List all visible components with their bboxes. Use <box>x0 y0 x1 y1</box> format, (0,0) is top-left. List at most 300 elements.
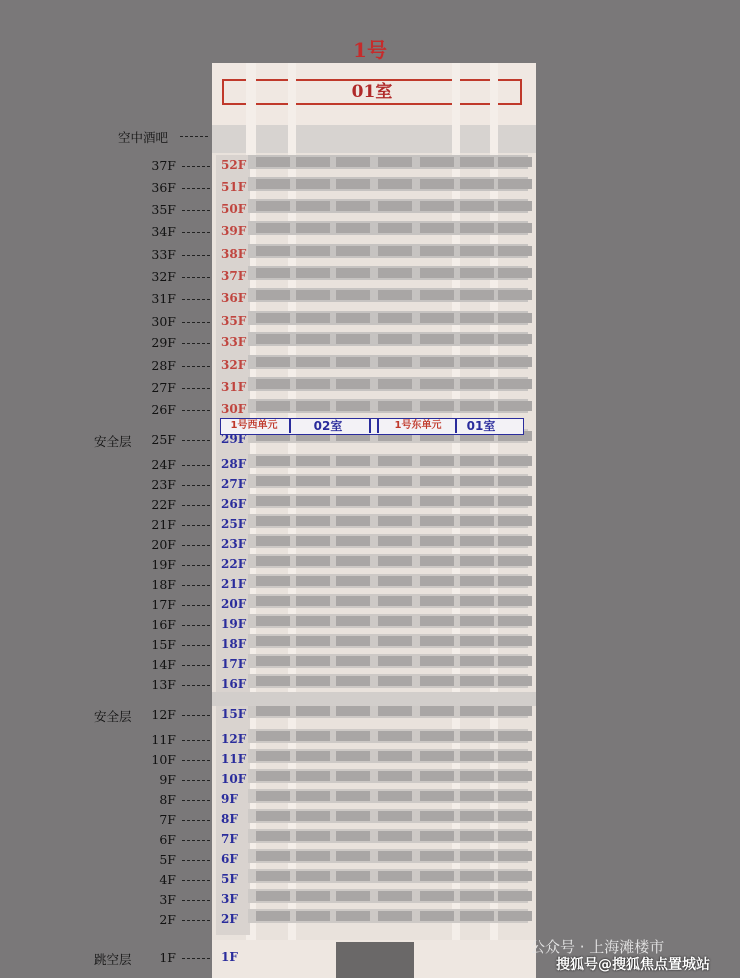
floor-leader-line <box>182 800 210 801</box>
window-pane <box>420 751 454 761</box>
window-pane <box>336 791 370 801</box>
floor-label: 16F <box>151 617 176 632</box>
floor-leader-line <box>182 366 210 367</box>
window-pane <box>256 313 290 323</box>
floor-label: 6F <box>159 832 176 847</box>
window-pane <box>460 496 494 506</box>
unit-bar-divider <box>289 419 291 433</box>
floor-leader-line <box>182 343 210 344</box>
window-pane <box>378 871 412 881</box>
window-pane <box>256 911 290 921</box>
window-pane <box>296 656 330 666</box>
window-pane <box>460 357 494 367</box>
floor-leader-line <box>182 188 210 189</box>
window-pane <box>296 891 330 901</box>
window-pane <box>498 656 532 666</box>
window-pane <box>460 871 494 881</box>
window-pane <box>378 246 412 256</box>
window-pane <box>336 596 370 606</box>
window-pane <box>256 751 290 761</box>
window-pane <box>256 851 290 861</box>
window-pane <box>420 636 454 646</box>
unit-floor-number: 19F <box>221 617 247 631</box>
window-pane <box>296 246 330 256</box>
window-pane <box>420 157 454 167</box>
window-pane <box>256 871 290 881</box>
window-pane <box>256 771 290 781</box>
floor-leader-line <box>182 388 210 389</box>
floor-label: 14F <box>151 657 176 672</box>
window-pane <box>420 706 454 716</box>
entrance-door <box>336 942 414 978</box>
window-pane <box>420 576 454 586</box>
window-pane <box>296 357 330 367</box>
window-pane <box>336 706 370 716</box>
floor-leader-line <box>182 840 210 841</box>
window-pane <box>256 456 290 466</box>
unit-bar-divider <box>369 419 371 433</box>
window-pane <box>498 268 532 278</box>
window-pane <box>296 871 330 881</box>
floor-leader-line <box>182 485 210 486</box>
window-pane <box>498 871 532 881</box>
window-pane <box>498 831 532 841</box>
sky-bar-level <box>212 125 536 153</box>
unit-floor-number: 10F <box>221 772 247 786</box>
window-pane <box>256 334 290 344</box>
floor-label: 13F <box>151 677 176 692</box>
floor-leader-line <box>182 625 210 626</box>
window-pane <box>378 891 412 901</box>
window-pane <box>420 179 454 189</box>
window-pane <box>460 636 494 646</box>
window-pane <box>498 616 532 626</box>
window-pane <box>420 536 454 546</box>
floor-leader-line <box>182 645 210 646</box>
window-pane <box>460 706 494 716</box>
floor-label: 9F <box>159 772 176 787</box>
window-pane <box>336 313 370 323</box>
floor-label: 31F <box>151 291 176 306</box>
window-pane <box>498 313 532 323</box>
window-pane <box>460 476 494 486</box>
window-pane <box>378 268 412 278</box>
window-pane <box>460 268 494 278</box>
floor-label: 10F <box>151 752 176 767</box>
window-pane <box>336 891 370 901</box>
east-unit-label: 1号东单元 <box>394 420 442 431</box>
window-pane <box>420 357 454 367</box>
window-pane <box>296 596 330 606</box>
window-pane <box>420 401 454 411</box>
unit-floor-number: 22F <box>221 557 247 571</box>
window-pane <box>256 357 290 367</box>
window-pane <box>296 576 330 586</box>
window-pane <box>378 706 412 716</box>
window-pane <box>378 831 412 841</box>
window-pane <box>336 223 370 233</box>
window-pane <box>420 496 454 506</box>
floor-label: 19F <box>151 557 176 572</box>
refuge-floor-label: 安全层 <box>94 709 132 724</box>
floor-leader-line <box>182 166 210 167</box>
window-pane <box>378 476 412 486</box>
window-pane <box>498 751 532 761</box>
window-pane <box>296 201 330 211</box>
window-pane <box>460 556 494 566</box>
window-pane <box>420 851 454 861</box>
window-pane <box>378 676 412 686</box>
window-pane <box>296 706 330 716</box>
sky-bar-label: 空中酒吧 <box>118 130 169 145</box>
window-pane <box>336 496 370 506</box>
unit-floor-number: 5F <box>221 872 238 886</box>
window-pane <box>296 516 330 526</box>
unit-floor-number: 2F <box>221 912 238 926</box>
unit-floor-number: 32F <box>221 358 247 372</box>
floor-label: 3F <box>159 892 176 907</box>
window-pane <box>420 476 454 486</box>
floor-leader-line <box>182 685 210 686</box>
floor-leader-line <box>182 585 210 586</box>
floor-leader-line <box>182 505 210 506</box>
floor-label: 17F <box>151 597 176 612</box>
window-pane <box>378 811 412 821</box>
window-pane <box>296 536 330 546</box>
window-pane <box>460 334 494 344</box>
window-pane <box>336 516 370 526</box>
window-pane <box>336 831 370 841</box>
window-pane <box>498 911 532 921</box>
unit-floor-number: 50F <box>221 202 247 216</box>
floor-leader-line <box>182 299 210 300</box>
unit-floor-number: 33F <box>221 335 247 349</box>
window-pane <box>296 290 330 300</box>
window-pane <box>256 290 290 300</box>
window-pane <box>460 811 494 821</box>
unit-floor-number: 31F <box>221 380 247 394</box>
window-pane <box>498 536 532 546</box>
window-pane <box>378 851 412 861</box>
window-pane <box>460 379 494 389</box>
floor-label: 8F <box>159 792 176 807</box>
window-pane <box>420 313 454 323</box>
window-pane <box>498 401 532 411</box>
window-pane <box>378 223 412 233</box>
unit-bar-divider <box>377 419 379 433</box>
window-pane <box>378 656 412 666</box>
window-pane <box>336 179 370 189</box>
window-pane <box>336 379 370 389</box>
window-pane <box>296 157 330 167</box>
window-pane <box>420 656 454 666</box>
window-pane <box>460 891 494 901</box>
floor-leader-line <box>182 440 210 441</box>
window-pane <box>256 496 290 506</box>
window-pane <box>460 911 494 921</box>
window-pane <box>420 871 454 881</box>
window-pane <box>378 536 412 546</box>
floor-label: 20F <box>151 537 176 552</box>
window-pane <box>256 379 290 389</box>
floor-label: 37F <box>151 158 176 173</box>
unit-floor-number: 23F <box>221 537 247 551</box>
floor-label: 18F <box>151 577 176 592</box>
window-pane <box>256 676 290 686</box>
window-pane <box>256 576 290 586</box>
crown-room-box: 01室 <box>222 79 522 105</box>
window-pane <box>498 791 532 801</box>
window-pane <box>498 357 532 367</box>
window-pane <box>336 157 370 167</box>
window-pane <box>336 268 370 278</box>
window-pane <box>378 357 412 367</box>
window-pane <box>336 476 370 486</box>
floor-leader-line <box>182 860 210 861</box>
window-pane <box>336 751 370 761</box>
window-pane <box>256 616 290 626</box>
window-pane <box>498 157 532 167</box>
window-pane <box>460 676 494 686</box>
window-pane <box>460 456 494 466</box>
window-pane <box>498 334 532 344</box>
floor-leader-line <box>182 760 210 761</box>
window-pane <box>498 476 532 486</box>
floor-leader-line <box>182 525 210 526</box>
window-pane <box>498 731 532 741</box>
unit-floor-number: 29F <box>221 432 247 446</box>
window-pane <box>498 596 532 606</box>
window-pane <box>498 891 532 901</box>
floor-label: 30F <box>151 314 176 329</box>
floor-label: 24F <box>151 457 176 472</box>
window-pane <box>378 201 412 211</box>
window-pane <box>296 334 330 344</box>
unit-floor-number: 52F <box>221 158 247 172</box>
window-pane <box>256 536 290 546</box>
floor-leader-line <box>182 740 210 741</box>
window-pane <box>378 179 412 189</box>
window-pane <box>420 201 454 211</box>
window-pane <box>460 157 494 167</box>
window-pane <box>460 313 494 323</box>
window-pane <box>420 911 454 921</box>
window-pane <box>460 223 494 233</box>
window-pane <box>460 596 494 606</box>
floor-label: 1F <box>159 950 176 965</box>
window-pane <box>336 456 370 466</box>
unit-floor-number: 25F <box>221 517 247 531</box>
window-pane <box>296 811 330 821</box>
window-pane <box>256 223 290 233</box>
window-pane <box>296 831 330 841</box>
window-pane <box>420 456 454 466</box>
window-pane <box>420 516 454 526</box>
window-pane <box>498 246 532 256</box>
unit-floor-number: 38F <box>221 247 247 261</box>
floor-label: 36F <box>151 180 176 195</box>
floor-leader-line <box>182 958 210 959</box>
window-pane <box>460 290 494 300</box>
window-pane <box>498 223 532 233</box>
window-pane <box>256 831 290 841</box>
window-pane <box>256 706 290 716</box>
window-pane <box>378 751 412 761</box>
window-pane <box>256 811 290 821</box>
window-pane <box>256 596 290 606</box>
window-pane <box>336 556 370 566</box>
window-pane <box>378 157 412 167</box>
window-pane <box>256 246 290 256</box>
floor-leader-line <box>182 920 210 921</box>
window-pane <box>296 911 330 921</box>
floor-label: 5F <box>159 852 176 867</box>
stilt-floor-label: 跳空层 <box>94 952 132 967</box>
window-pane <box>256 891 290 901</box>
window-pane <box>336 576 370 586</box>
window-pane <box>336 401 370 411</box>
refuge-floor-label: 安全层 <box>94 434 132 449</box>
window-pane <box>336 616 370 626</box>
window-pane <box>296 851 330 861</box>
floor-leader-line <box>182 277 210 278</box>
window-pane <box>460 516 494 526</box>
unit-floor-number: 21F <box>221 577 247 591</box>
window-pane <box>378 791 412 801</box>
floor-leader-line <box>182 410 210 411</box>
floor-leader-line <box>182 605 210 606</box>
window-pane <box>256 476 290 486</box>
window-pane <box>378 379 412 389</box>
refuge-floor-band <box>212 692 536 706</box>
window-pane <box>498 179 532 189</box>
unit-floor-number: 18F <box>221 637 247 651</box>
window-pane <box>296 731 330 741</box>
window-pane <box>256 791 290 801</box>
window-pane <box>336 290 370 300</box>
unit-floor-number: 12F <box>221 732 247 746</box>
window-pane <box>378 636 412 646</box>
window-pane <box>378 596 412 606</box>
window-pane <box>296 751 330 761</box>
window-pane <box>256 556 290 566</box>
watermark-wechat: 公众号 · 上海滩楼市 <box>530 938 665 956</box>
window-pane <box>336 851 370 861</box>
floor-label: 25F <box>151 432 176 447</box>
floor-leader-line <box>182 210 210 211</box>
floor-label: 11F <box>151 732 176 747</box>
west-room-label: 02室 <box>313 419 343 433</box>
window-pane <box>420 246 454 256</box>
floor-leader-line <box>182 715 210 716</box>
unit-floor-number: 8F <box>221 812 238 826</box>
window-pane <box>378 401 412 411</box>
window-pane <box>460 246 494 256</box>
unit-floor-number: 30F <box>221 402 247 416</box>
window-pane <box>378 290 412 300</box>
window-pane <box>460 616 494 626</box>
window-pane <box>336 871 370 881</box>
floor-leader-line <box>182 545 210 546</box>
window-pane <box>296 496 330 506</box>
unit-floor-number: 39F <box>221 224 247 238</box>
building-title: 1号 <box>353 38 387 62</box>
floor-label: 7F <box>159 812 176 827</box>
unit-floor-number: 51F <box>221 180 247 194</box>
window-pane <box>498 379 532 389</box>
window-pane <box>498 636 532 646</box>
window-pane <box>336 811 370 821</box>
unit-floor-number: 20F <box>221 597 247 611</box>
west-unit-label: 1号西单元 <box>230 420 278 431</box>
floor-label: 2F <box>159 912 176 927</box>
window-pane <box>378 731 412 741</box>
floor-leader-line <box>182 820 210 821</box>
floor-label: 21F <box>151 517 176 532</box>
floor-leader-line <box>182 880 210 881</box>
window-pane <box>498 811 532 821</box>
window-pane <box>378 576 412 586</box>
floor-leader-line <box>182 232 210 233</box>
window-pane <box>420 616 454 626</box>
window-pane <box>256 201 290 211</box>
floor-label: 15F <box>151 637 176 652</box>
watermark-sohu: 搜狐号@搜狐焦点置城站 <box>556 957 710 973</box>
east-room-label: 01室 <box>466 419 496 433</box>
floor-leader-line <box>182 565 210 566</box>
window-pane <box>296 268 330 278</box>
window-pane <box>420 334 454 344</box>
floor-label: 33F <box>151 247 176 262</box>
floor-label: 35F <box>151 202 176 217</box>
window-pane <box>498 676 532 686</box>
floor-label: 22F <box>151 497 176 512</box>
window-pane <box>256 179 290 189</box>
unit-floor-number: 27F <box>221 477 247 491</box>
unit-floor-number: 1F <box>221 950 238 964</box>
floor-label: 32F <box>151 269 176 284</box>
window-pane <box>256 401 290 411</box>
window-pane <box>256 636 290 646</box>
window-pane <box>420 891 454 901</box>
window-pane <box>420 290 454 300</box>
unit-floor-number: 37F <box>221 269 247 283</box>
window-pane <box>378 334 412 344</box>
window-pane <box>296 771 330 781</box>
window-pane <box>460 751 494 761</box>
unit-floor-number: 3F <box>221 892 238 906</box>
floor-label: 12F <box>151 707 176 722</box>
window-pane <box>460 576 494 586</box>
window-pane <box>420 596 454 606</box>
floor-label: 27F <box>151 380 176 395</box>
unit-floor-number: 11F <box>221 752 247 766</box>
window-pane <box>460 536 494 546</box>
window-pane <box>296 791 330 801</box>
unit-floor-number: 28F <box>221 457 247 471</box>
window-pane <box>498 201 532 211</box>
window-pane <box>336 911 370 921</box>
window-pane <box>460 401 494 411</box>
window-pane <box>498 456 532 466</box>
window-pane <box>420 676 454 686</box>
window-pane <box>296 179 330 189</box>
window-pane <box>460 179 494 189</box>
floor-leader-line <box>182 322 210 323</box>
window-pane <box>498 576 532 586</box>
window-pane <box>460 771 494 781</box>
window-pane <box>296 456 330 466</box>
